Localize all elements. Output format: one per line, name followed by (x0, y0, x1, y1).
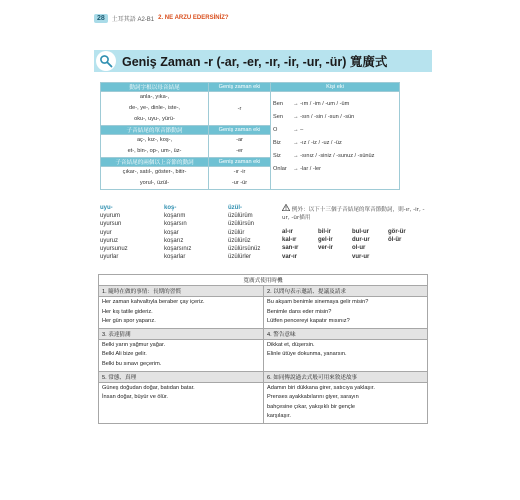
exception-column: gör-ür öl-ür (388, 229, 406, 244)
usage-examples: Bu akşam benimle sinemaya gelir misin? Benimle dans eder misin? Lütfen pencereyi kapatır mısınız? (264, 297, 428, 329)
grid-header: 動詞字根以母音結尾 (101, 83, 209, 92)
grid-subheader: Geniş zaman eki (209, 158, 271, 167)
exception-note: 例外：以下十三個子音結尾的單音節動詞，則-ır, -ir, -ur, -ür描用 (282, 204, 432, 222)
usage-section-title: 5. 常態、真理 (99, 371, 264, 382)
usage-section-title: 1. 隨時在做的事情：長期的習慣 (99, 286, 264, 297)
usage-examples: Dikkat et, düşersin. Elinle ütüye dokunma, yanarsın. (264, 339, 428, 371)
section-title-bar (94, 50, 432, 72)
exception-column: bil-ir gel-ir ver-ir (318, 229, 334, 252)
usage-section-title: 2. 以問句表示邀請、提議及請求 (264, 286, 428, 297)
warning-icon (282, 204, 290, 211)
verb-examples: aç-, kız-, koş-, et-, bin-, op-, um-, üz- (101, 135, 209, 158)
conjugation-list: uyu- uyurum uyursun uyur uyuruz uyursunuz uyurlar (100, 205, 128, 261)
usage-examples: Güneş doğudan doğar, batıdan batar. İnsan doğar, büyür ve ölür. (99, 382, 264, 423)
tense-suffix: -ar -er (209, 135, 271, 158)
person-suffix-list: Ben → -ım / -im / -um / -üm Sen → -sın / -sin / -sun / -sün O → – Biz → -ız / -iz / -uz / -üz Siz → -sınız / -siniz / -sunuz / -sünüz Onlar → -lar / -ler (271, 92, 400, 190)
suffix-grid (100, 82, 400, 190)
usage-section-title: 3. 表達猜測 (99, 328, 264, 339)
usage-table (98, 274, 428, 424)
book-title: 土耳其語 A2-B1 (111, 16, 155, 23)
conjugation-list: üzül- üzülürüm üzülürsün üzülür üzülürüz üzülürsünüz üzülürler (228, 205, 261, 261)
usage-examples: Her zaman kahvaltıyla beraber çay içeriz. Her kış tatile gideriz. Her gün spor yaparız. (99, 297, 264, 329)
grid-subheader: 子音結尾的單音節動詞 (101, 126, 209, 135)
conjugation-list: koş- koşarım koşarsın koşar koşarız koşarsınız koşarlar (164, 205, 192, 261)
running-header (94, 12, 432, 24)
exception-column: bul-ur dur-ur ol-ur vur-ur (352, 229, 370, 260)
exception-column: al-ır kal-ır san-ır var-ır (282, 229, 299, 260)
chapter-title: 2. NE ARZU EDERSİNİZ? (158, 15, 229, 21)
verb-examples: anla-, yıka-, de-, ye-, dinle-, iste-, oku-, uyu-, yürü- (101, 92, 209, 126)
magnifier-icon (96, 51, 116, 71)
grid-subheader: 子音結尾的兩個以上音節的動詞 (101, 158, 209, 167)
grid-header: Geniş zaman eki (209, 83, 271, 92)
page-number: 28 (94, 14, 108, 23)
textbook-page (94, 12, 432, 482)
usage-section-title: 6. 如同傳說過去式般可用來敘述故事 (264, 371, 428, 382)
tense-suffix: -r (209, 92, 271, 126)
usage-caption: 寬廣式使用時機 (99, 275, 428, 286)
grid-subheader: Geniş zaman eki (209, 126, 271, 135)
section-title: Geniş Zaman -r (-ar, -er, -ır, -ir, -ur, -ür) 寬廣式 (122, 55, 388, 69)
verb-examples: çıkar-, satıl-, göster-, bitir- yorul-, üzül- (101, 167, 209, 190)
tense-suffix: -ır -ir -ur -ür (209, 167, 271, 190)
usage-section-title: 4. 警告意味 (264, 328, 428, 339)
usage-examples: Adamın biri dükkana girer, satıcıya yaklaşır. Prenses ayakkabılarını giyer, sarayın bahçesine çıkar, yakışıklı bir gençle karşılaşır. (264, 382, 428, 423)
grid-header: Kişi eki (271, 83, 400, 92)
usage-examples: Belki yarın yağmur yağar. Belki Ali bize gelir. Belki bu sınavı geçerim. (99, 339, 264, 371)
